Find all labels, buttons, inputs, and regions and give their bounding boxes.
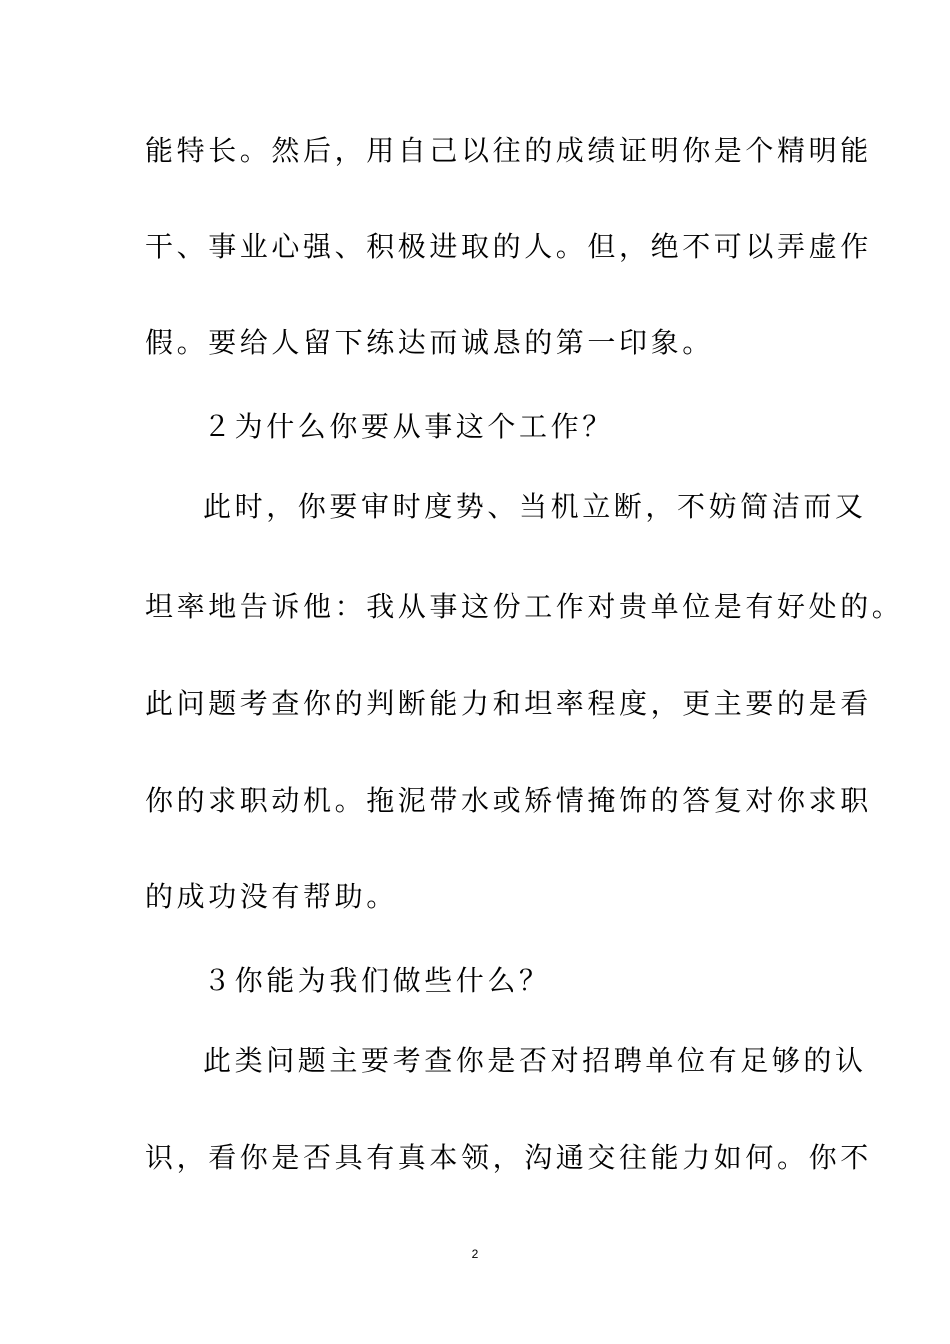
paragraph-line: 能特长。然后，用自己以往的成绩证明你是个精明能 (145, 134, 872, 167)
paragraph-line: 的成功没有帮助。 (145, 880, 398, 913)
paragraph-line: 此类问题主要考查你是否对招聘单位有足够的认 (203, 1044, 867, 1077)
paragraph-line: 此时，你要审时度势、当机立断，不妨简洁而又 (203, 490, 867, 523)
paragraph-line: 此问题考查你的判断能力和坦率程度，更主要的是看 (145, 687, 872, 720)
paragraph-line: 识，看你是否具有真本领，沟通交往能力如何。你不 (145, 1141, 872, 1174)
question-heading: ２为什么你要从事这个工作？ (203, 410, 614, 443)
page-number: 2 (471, 1247, 479, 1261)
paragraph-line: 坦率地告诉他：我从事这份工作对贵单位是有好处的。 (145, 590, 904, 623)
paragraph-line: 干、事业心强、积极进取的人。但，绝不可以弄虚作 (145, 230, 872, 263)
question-heading: ３你能为我们做些什么？ (203, 964, 551, 997)
paragraph-line: 你的求职动机。拖泥带水或矫情掩饰的答复对你求职 (145, 784, 872, 817)
paragraph-line: 假。要给人留下练达而诚恳的第一印象。 (145, 326, 714, 359)
